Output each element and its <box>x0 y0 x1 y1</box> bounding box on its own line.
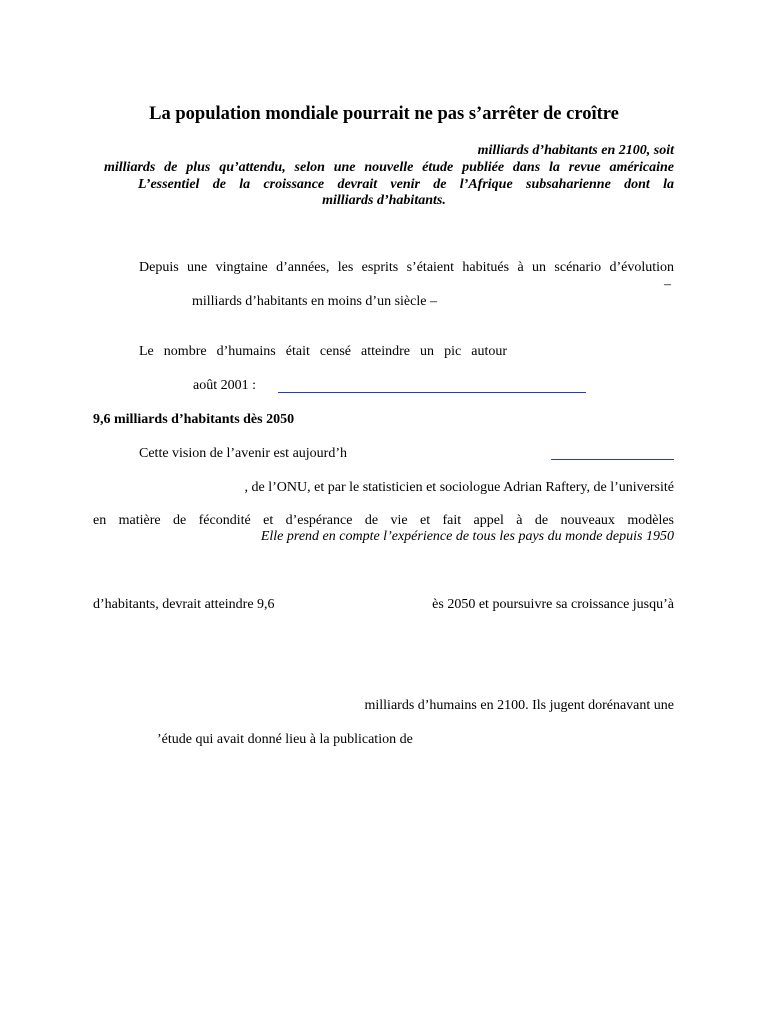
p1-line-2: milliards d’habitants en moins d’un siècle – <box>192 294 437 309</box>
p1-line-1: Depuis une vingtaine d’années, les esprits s’étaient habitués à un scénario d’évolution <box>139 260 674 275</box>
article-title: La population mondiale pourrait ne pas s’arrêter de croître <box>149 104 619 124</box>
p4-part-a: d’habitants, devrait atteindre 9,6 <box>93 597 275 612</box>
p4-part-b: ès 2050 et poursuivre sa croissance jusqu’à <box>432 597 674 612</box>
lead-line-1: milliards d’habitants en 2100, soit <box>477 143 674 158</box>
p3-line-2: , de l’ONU, et par le statisticien et sociologue Adrian Raftery, de l’université <box>244 480 674 495</box>
lead-line-4: milliards d’habitants. <box>322 193 446 208</box>
p3-line-1: Cette vision de l’avenir est aujourd’h <box>139 446 347 461</box>
subheading: 9,6 milliards d’habitants dès 2050 <box>93 412 295 427</box>
p2-line-1: Le nombre d’humains était censé atteindre un pic autour <box>139 344 507 359</box>
p2-line-2: août 2001 : <box>193 378 256 393</box>
lead-line-2: milliards de plus qu’attendu, selon une nouvelle étude publiée dans la revue américaine <box>104 160 674 175</box>
p3-line-4: Elle prend en compte l’expérience de tous les pays du monde depuis 1950 <box>260 529 674 544</box>
p1-dash: – <box>664 277 671 292</box>
p5-line-1: milliards d’humains en 2100. Ils jugent dorénavant une <box>364 698 674 713</box>
p5-line-2: ’étude qui avait donné lieu à la publication de <box>157 732 413 747</box>
lead-line-3: L’essentiel de la croissance devrait venir de l’Afrique subsaharienne dont la <box>138 177 674 192</box>
hyperlink-underline-2[interactable] <box>551 459 674 460</box>
p3-line-3: en matière de fécondité et d’espérance de vie et fait appel à de nouveaux modèles <box>93 513 674 528</box>
hyperlink-underline[interactable] <box>278 392 586 393</box>
